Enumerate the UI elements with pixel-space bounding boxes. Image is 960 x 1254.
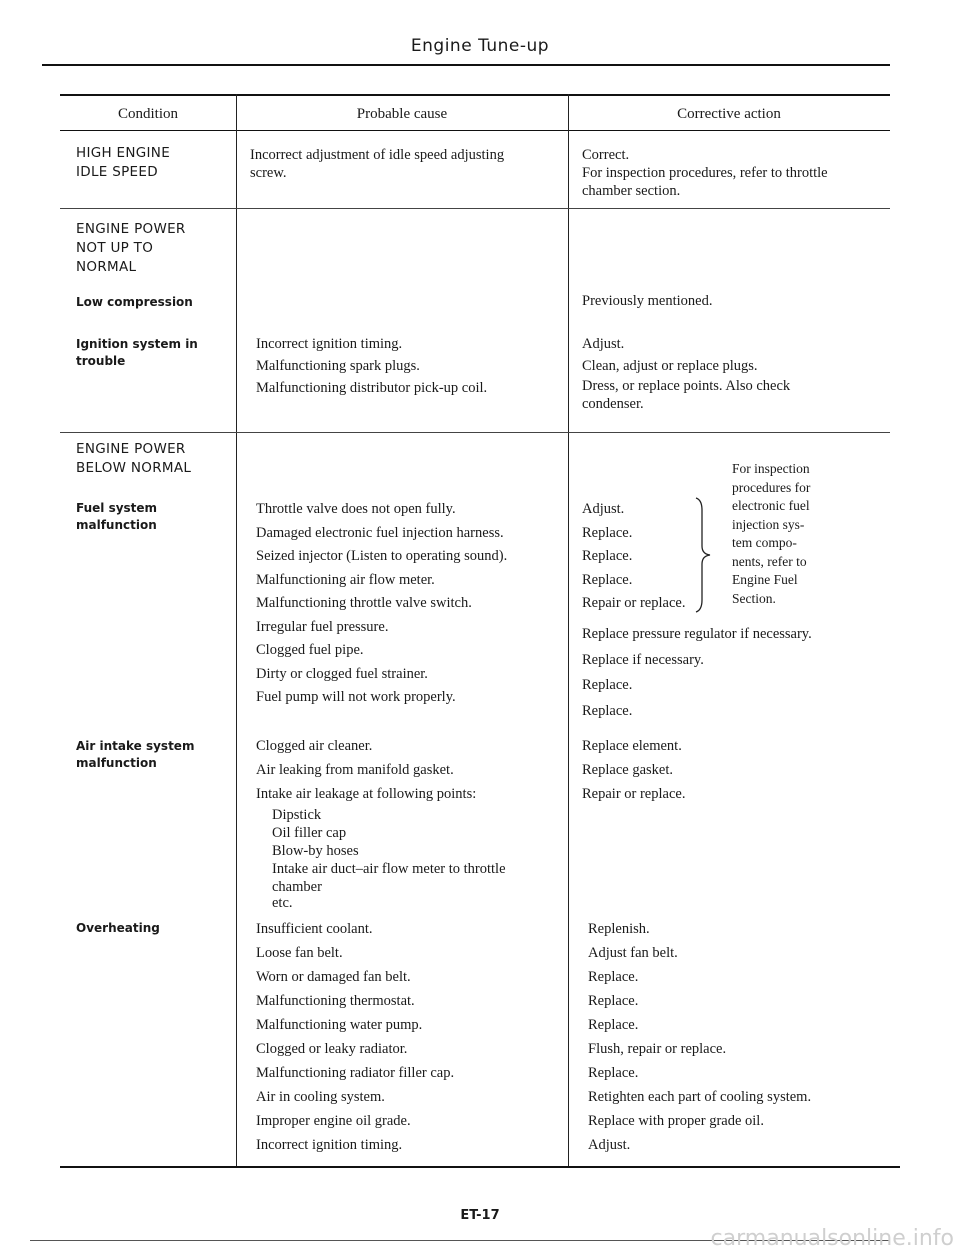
table-bottom-rule (60, 1166, 900, 1168)
actions-fuel-rest: Replace pressure regulator if necessary. Replace if necessary. Replace. Replace. (582, 626, 812, 719)
actions-overheating: Replenish. Adjust fan belt. Replace. Replace. Replace. Flush, repair or replace. Replace. Retighten each part of cooling system. Replace with proper grade oil. Adjust. (588, 921, 812, 1153)
causes-overheating: Insufficient coolant. Loose fan belt. Worn or damaged fan belt. Malfunctioning thermostat. Malfunctioning water pump. Clogged or leaky radiator. Malfunctioning radiator filler cap. Air in cooling system. Improper engine oil grade. Incorrect ignition timing. (256, 921, 455, 1153)
actions-fuel-group: Adjust. Replace. Replace. Replace. Repair or replace. (582, 501, 686, 611)
sub-ignition: Ignition system in trouble (76, 337, 198, 368)
action-low-compression: Previously mentioned. (582, 293, 713, 309)
sub-overheating: Overheating (76, 921, 160, 935)
title-rule (42, 64, 890, 66)
sub-air-intake: Air intake system malfunction (76, 739, 195, 770)
causes-fuel-system: Throttle valve does not open fully. Damaged electronic fuel injection harness. Seized injector (Listen to operating sound). Malfunctioning air flow meter. Malfunctioning throttle valve switch. Irregular fuel pressure. Clogged fuel pipe. Dirty or clogged fuel strainer. Fuel pump will not work properly. (256, 501, 508, 705)
table-top-rule (60, 94, 890, 96)
watermark: carmanualsonline.info (710, 1226, 954, 1251)
condition-power-not-normal: ENGINE POWER NOT UP TO NORMAL (76, 221, 186, 275)
brace-icon (694, 496, 718, 614)
header-corrective-action: Corrective action (677, 106, 781, 122)
header-rule (60, 130, 890, 131)
section-divider (60, 208, 890, 209)
actions-ignition: Adjust. Clean, adjust or replace plugs. Dress, or replace points. Also check condenser. (582, 336, 791, 412)
action-high-idle: Correct. For inspection procedures, refer to throttle chamber section. (582, 147, 828, 199)
condition-power-below-normal: ENGINE POWER BELOW NORMAL (76, 441, 192, 476)
page-title: Engine Tune-up (410, 36, 550, 56)
fuel-group-note: For inspection procedures for electronic fuel injection sys- tem compo- nents, refer to Engine Fuel Section. (732, 461, 811, 606)
causes-ignition: Incorrect ignition timing. Malfunctioning spark plugs. Malfunctioning distributor pick-up coil. (256, 336, 488, 396)
cause-high-idle: Incorrect adjustment of idle speed adjusting screw. (250, 147, 505, 181)
header-probable-cause: Probable cause (356, 106, 448, 122)
column-divider-2 (568, 94, 569, 1166)
condition-high-idle: HIGH ENGINE IDLE SPEED (76, 145, 171, 180)
sub-low-compression: Low compression (76, 295, 193, 309)
header-condition: Condition (117, 106, 178, 122)
page-number: ET-17 (460, 1208, 500, 1223)
causes-air-intake: Clogged air cleaner. Air leaking from manifold gasket. Intake air leakage at following points: Dipstick Oil filler cap Blow-by hoses Intake air duct–air flow meter to throttle chamber etc. (256, 738, 506, 911)
sub-fuel-system: Fuel system malfunction (76, 501, 158, 532)
column-divider-1 (236, 94, 237, 1166)
section-divider (60, 432, 890, 433)
actions-air-intake: Replace element. Replace gasket. Repair or replace. (582, 738, 686, 802)
